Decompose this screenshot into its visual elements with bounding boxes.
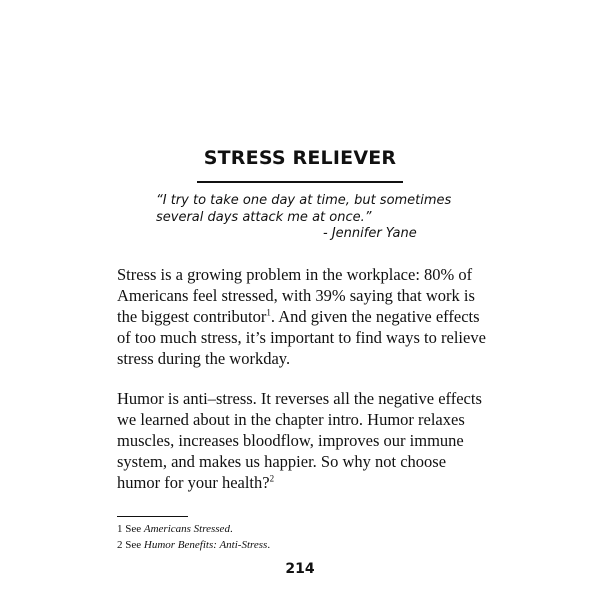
footnote-2: [117, 537, 270, 553]
text-run: . And given the negative effects: [270, 307, 480, 326]
paragraph-line: muscles, increases bloodflow, improves our immune: [117, 431, 464, 450]
quote-line-2: several days attack me at once.”: [156, 210, 372, 225]
footnote-1: [117, 521, 270, 537]
footnote-prefix: 1 See: [117, 523, 144, 535]
quote-attribution: - Jennifer Yane: [323, 226, 417, 241]
paragraph-line: Stress is a growing problem in the workplace: 80% of: [117, 265, 473, 284]
paragraph-line: [117, 306, 497, 327]
epigraph-quote: [156, 192, 476, 226]
page-title: STRESS RELIEVER: [203, 147, 397, 169]
footnote-divider: [117, 516, 188, 517]
footnotes: [117, 521, 270, 553]
paragraph-line: we learned about in the chapter intro. Humor relaxes: [117, 410, 465, 429]
title-underline: [197, 181, 403, 183]
footnote-ref-2[interactable]: 2: [269, 473, 275, 484]
footnote-ref-1[interactable]: 1: [266, 307, 271, 318]
body-paragraph-1: [117, 264, 497, 369]
footnote-title: Humor Benefits: Anti-Stress: [143, 539, 268, 551]
text-run: humor for your health?: [117, 473, 270, 492]
paragraph-line: stress during the workday.: [117, 349, 291, 368]
paragraph-line: Humor is anti–stress. It reverses all the negative effects: [117, 389, 482, 408]
paragraph-line: system, and makes us happier. So why not choose: [117, 452, 447, 471]
footnote-suffix: .: [229, 523, 233, 535]
footnote-title: Americans Stressed: [143, 523, 230, 535]
footnote-prefix: 2 See: [117, 539, 144, 551]
paragraph-line: [117, 472, 497, 493]
paragraph-line: of too much stress, it’s important to find ways to relieve: [117, 328, 486, 347]
text-run: the biggest contributor: [117, 307, 267, 326]
body-paragraph-2: [117, 388, 497, 493]
quote-line-1: “I try to take one day at time, but sometimes: [156, 193, 452, 208]
footnote-suffix: .: [267, 539, 271, 551]
page-number: 214: [285, 561, 315, 577]
paragraph-line: Americans feel stressed, with 39% saying that work is: [117, 286, 475, 305]
